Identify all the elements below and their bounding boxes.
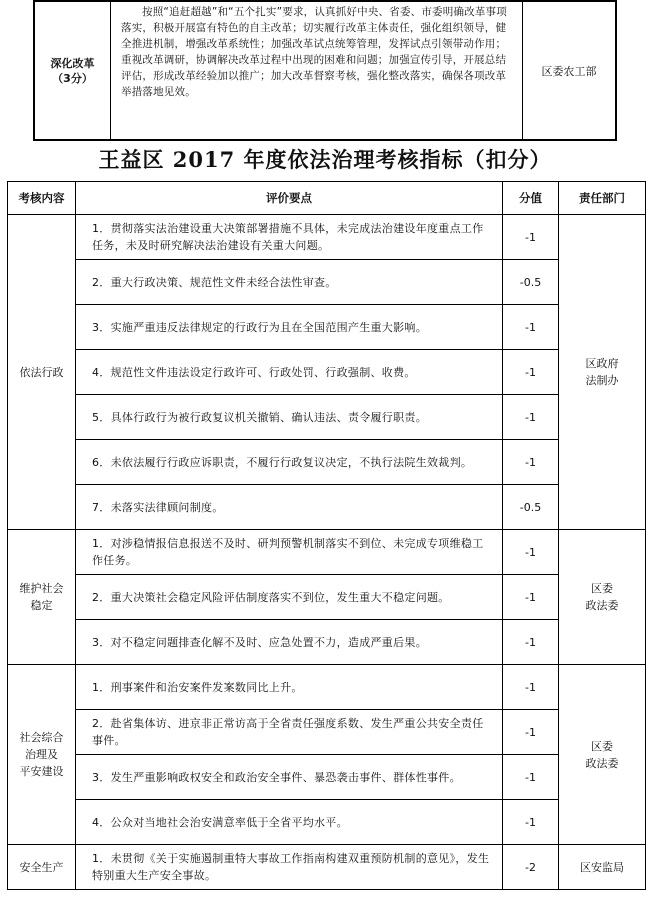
score-cell: -1 <box>503 530 559 575</box>
category-cell <box>8 845 76 890</box>
description-cell: 按照“追赶超越”和“五个扎实”要求，认真抓好中央、省委、市委明确改革事项落实，积极开展富有特色的自主改革；切实履行改革主体责任，强化组织领导，健全推进机制，增强改革系统性；加强改革试点统筹管理，发挥试点引领带动作用；重视改革调研，协调解决改革过程中出现的困难和问题；加强宣传引导，开展总结评估，形成改革经验加以推广；加大改革督察考核，强化整改落实，确保各项改革举措落地见效。 <box>111 1 523 140</box>
page-title: 王益区 2017 年度依法治理考核指标（扣分） <box>98 147 552 172</box>
criteria-cell: 2．重大行政决策、规范性文件未经合法性审查。 <box>76 260 503 305</box>
table-row <box>8 845 646 890</box>
criteria-cell: 5．具体行政行为被行政复议机关撤销、确认违法、责令履行职责。 <box>76 395 503 440</box>
department-label: 区委 <box>591 582 613 595</box>
table-row <box>8 800 646 845</box>
criteria-cell: 1．未贯彻《关于实施遏制重特大事故工作指南构建双重预防机制的意见》，发生特别重大生产安全事故。 <box>76 845 503 890</box>
category-cell <box>8 665 76 845</box>
header-criteria: 评价要点 <box>76 182 503 215</box>
score-cell: -1 <box>503 800 559 845</box>
category-label: 平安建设 <box>19 765 64 778</box>
table-row <box>8 440 646 485</box>
criteria-cell: 3．发生严重影响政权安全和政治安全事件、暴恐袭击事件、群体性事件。 <box>76 755 503 800</box>
criteria-cell: 3．实施严重违反法律规定的行政行为且在全国范围产生重大影响。 <box>76 305 503 350</box>
score-cell: -1 <box>503 440 559 485</box>
score-cell: -1 <box>503 710 559 755</box>
department-label: 法制办 <box>585 374 619 387</box>
score-cell: -2 <box>503 845 559 890</box>
table-row <box>8 755 646 800</box>
score-cell: -0.5 <box>503 485 559 530</box>
criteria-cell: 2．赴省集体访、进京非正常访高于全省责任强度系数、发生严重公共安全责任事件。 <box>76 710 503 755</box>
category-label: 稳定 <box>30 599 53 612</box>
category-label: 治理及 <box>25 748 58 761</box>
criteria-cell: 4．规范性文件违法设定行政许可、行政处罚、行政强制、收费。 <box>76 350 503 395</box>
table-row <box>34 1 616 140</box>
header-score: 分值 <box>503 182 559 215</box>
category-cell <box>34 1 111 140</box>
table-row <box>8 350 646 395</box>
score-cell: -1 <box>503 665 559 710</box>
header-row <box>8 182 646 215</box>
assessment-table <box>7 181 646 890</box>
table-row <box>8 395 646 440</box>
department-label: 政法委 <box>585 756 619 770</box>
department-cell <box>559 215 646 530</box>
department-label: 区政府 <box>585 357 619 370</box>
criteria-cell: 4．公众对当地社会治安满意率低于全省平均水平。 <box>76 800 503 845</box>
department-label: 政法委 <box>585 599 619 612</box>
category-label: 依法行政 <box>19 365 64 379</box>
table-row <box>8 215 646 260</box>
reform-table <box>33 0 617 141</box>
category-points: （3分） <box>52 71 93 85</box>
header-department: 责任部门 <box>559 182 646 215</box>
table-row <box>8 710 646 755</box>
score-cell: -1 <box>503 620 559 665</box>
criteria-cell: 3．对不稳定问题排查化解不及时、应急处置不力，造成严重后果。 <box>76 620 503 665</box>
table-row <box>8 260 646 305</box>
criteria-cell: 2．重大决策社会稳定风险评估制度落实不到位，发生重大不稳定问题。 <box>76 575 503 620</box>
department-cell <box>559 665 646 845</box>
category-name: 深化改革 <box>50 56 95 70</box>
criteria-cell: 6．未依法履行行政应诉职责，不履行行政复议决定，不执行法院生效裁判。 <box>76 440 503 485</box>
header-category: 考核内容 <box>8 182 76 215</box>
category-label: 社会综合 <box>19 731 64 744</box>
department-label: 区委 <box>591 739 613 753</box>
table-row <box>8 305 646 350</box>
criteria-cell: 1．贯彻落实法治建设重大决策部署措施不具体，未完成法治建设年度重点工作任务，未及时研究解决法治建设有关重大问题。 <box>76 215 503 260</box>
department-cell: 区委农工部 <box>523 1 617 140</box>
score-cell: -1 <box>503 215 559 260</box>
table-row <box>8 575 646 620</box>
table-row <box>8 530 646 575</box>
criteria-cell: 1．刑事案件和治安案件发案数同比上升。 <box>76 665 503 710</box>
score-cell: -1 <box>503 350 559 395</box>
category-cell <box>8 530 76 665</box>
criteria-cell: 1．对涉稳情报信息报送不及时、研判预警机制落实不到位、未完成专项维稳工作任务。 <box>76 530 503 575</box>
score-cell: -0.5 <box>503 260 559 305</box>
score-cell: -1 <box>503 755 559 800</box>
score-cell: -1 <box>503 305 559 350</box>
table-row <box>8 485 646 530</box>
department-label: 区安监局 <box>580 860 624 874</box>
table-row <box>8 665 646 710</box>
category-label: 维护社会 <box>19 582 64 595</box>
criteria-cell: 7．未落实法律顾问制度。 <box>76 485 503 530</box>
category-cell <box>8 215 76 530</box>
table-row <box>8 620 646 665</box>
category-label: 安全生产 <box>19 860 64 874</box>
department-cell <box>559 845 646 890</box>
department-cell <box>559 530 646 665</box>
score-cell: -1 <box>503 575 559 620</box>
score-cell: -1 <box>503 395 559 440</box>
